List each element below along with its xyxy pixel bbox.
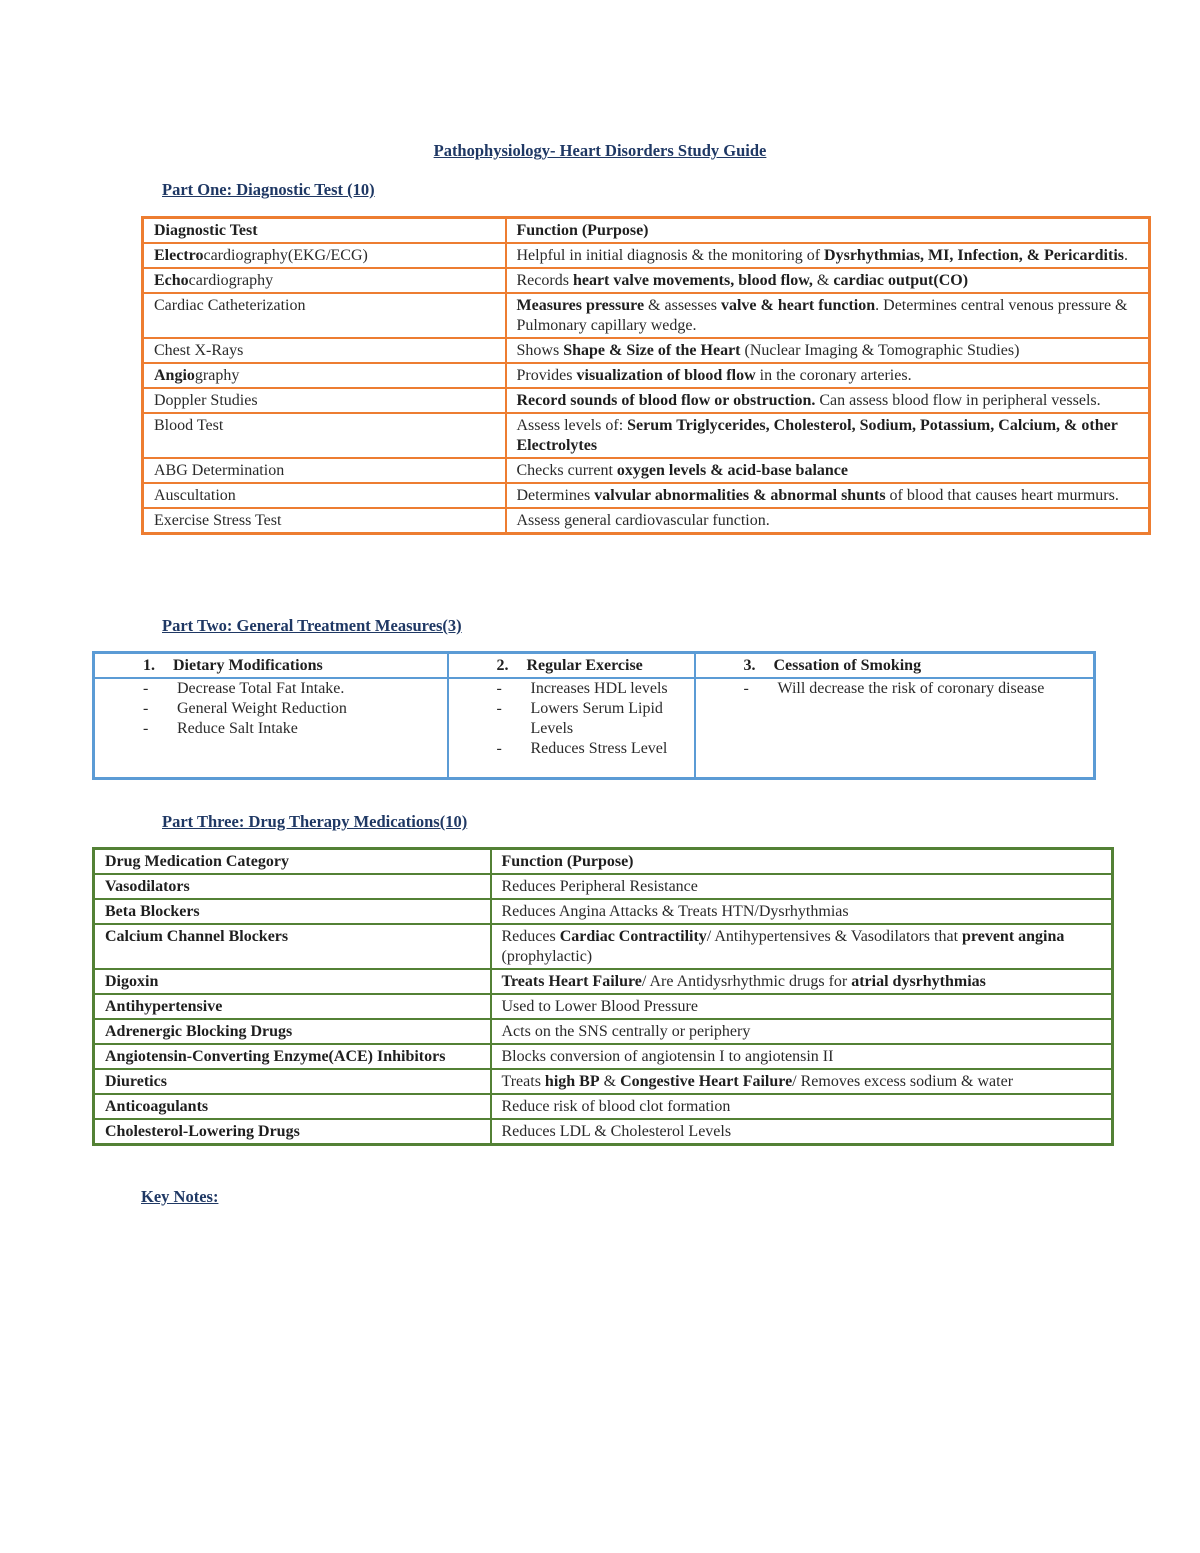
text: Assess levels of: xyxy=(516,417,628,434)
bold-text: high BP xyxy=(544,1073,600,1090)
table-row xyxy=(94,1044,1113,1069)
table-row xyxy=(94,1119,1113,1145)
text: . xyxy=(1124,247,1128,264)
text: / Removes excess sodium & water xyxy=(792,1073,1014,1090)
bold-text: Shape & Size of the Heart xyxy=(563,342,741,359)
treatment-measures-table xyxy=(92,651,1096,780)
table-header-row xyxy=(94,653,1095,679)
text: / Antihypertensives & Vasodilators that xyxy=(706,928,963,945)
column-header-function: Function (Purpose) xyxy=(491,849,1113,875)
table-row xyxy=(143,508,1150,534)
text: Treats xyxy=(501,1073,545,1090)
diagnostic-test-cell xyxy=(143,293,506,338)
bold-text: Treats Heart Failure xyxy=(501,973,642,990)
table-row xyxy=(143,483,1150,508)
treatment-list xyxy=(459,679,684,777)
function-cell xyxy=(491,1019,1113,1044)
text: Used to Lower Blood Pressure xyxy=(501,998,698,1015)
list-item: - Decrease Total Fat Intake. xyxy=(143,680,345,697)
text: Assess general cardiovascular function. xyxy=(516,512,770,529)
table-row xyxy=(94,874,1113,899)
drug-category-cell: Calcium Channel Blockers xyxy=(94,924,491,969)
drug-category-cell: Beta Blockers xyxy=(94,899,491,924)
table-row xyxy=(143,268,1150,293)
bold-text: heart valve movements, blood flow, xyxy=(572,272,817,289)
diagnostic-test-cell xyxy=(143,388,506,413)
text: & xyxy=(816,272,834,289)
list-item: - Reduces Stress Level xyxy=(496,740,668,757)
table-header-row xyxy=(94,849,1113,875)
column-header-function: Function (Purpose) xyxy=(506,218,1150,244)
text: Reduces Angina Attacks & Treats HTN/Dysrhythmias xyxy=(501,903,849,920)
function-cell xyxy=(506,483,1150,508)
bold-text: visualization of blood flow xyxy=(576,367,756,384)
function-cell xyxy=(491,1094,1113,1119)
column-header-drug-category: Drug Medication Category xyxy=(94,849,491,875)
table-row xyxy=(94,924,1113,969)
drug-category-cell: Digoxin xyxy=(94,969,491,994)
bold-text: Echo xyxy=(154,272,189,289)
bold-text: Cardiac Contractility xyxy=(559,928,707,945)
text: Reduce risk of blood clot formation xyxy=(501,1098,731,1115)
treatment-items-cell xyxy=(448,678,695,779)
text: Checks current xyxy=(516,462,617,479)
function-cell xyxy=(506,508,1150,534)
table-row xyxy=(143,363,1150,388)
text: Reduces LDL & Cholesterol Levels xyxy=(501,1123,732,1140)
column-header-diagnostic-test: Diagnostic Test xyxy=(143,218,506,244)
text: Determines xyxy=(516,487,595,504)
diagnostic-test-cell xyxy=(143,413,506,458)
diagnostic-test-cell xyxy=(143,458,506,483)
treatment-items-row xyxy=(94,678,1095,779)
drug-category-cell: Adrenergic Blocking Drugs xyxy=(94,1019,491,1044)
text: Chest X-Rays xyxy=(154,342,244,359)
bold-text: valvular abnormalities & abnormal shunts xyxy=(594,487,886,504)
list-item: - Increases HDL levels xyxy=(496,680,668,697)
text: Records xyxy=(516,272,573,289)
text: cardiography xyxy=(188,272,274,289)
part-three-heading: Part Three: Drug Therapy Medications(10) xyxy=(162,812,468,831)
treatment-header-1: 1. Dietary Modifications xyxy=(94,653,448,679)
table-row xyxy=(143,388,1150,413)
part-two-heading: Part Two: General Treatment Measures(3) xyxy=(162,616,462,635)
table-row xyxy=(94,1094,1113,1119)
bold-text: prevent angina xyxy=(962,928,1065,945)
function-cell xyxy=(491,874,1113,899)
list-item: - Lowers Serum Lipid Levels xyxy=(496,700,663,737)
diagnostic-test-cell xyxy=(143,508,506,534)
text: (Nuclear Imaging & Tomographic Studies) xyxy=(740,342,1020,359)
text: (prophylactic) xyxy=(501,948,593,965)
text: cardiography(EKG/ECG) xyxy=(203,247,368,264)
function-cell xyxy=(506,458,1150,483)
text: ABG Determination xyxy=(154,462,285,479)
function-cell xyxy=(506,243,1150,268)
text: Blood Test xyxy=(154,417,224,434)
text: Cardiac Catheterization xyxy=(154,297,306,314)
text: Blocks conversion of angiotensin I to angiotensin II xyxy=(501,1048,834,1065)
diagnostic-test-cell xyxy=(143,243,506,268)
text: Shows xyxy=(516,342,564,359)
bold-text: Dysrhythmias, MI, Infection, & Pericarditis xyxy=(824,247,1124,264)
drug-category-cell: Angiotensin-Converting Enzyme(ACE) Inhibitors xyxy=(94,1044,491,1069)
text: graphy xyxy=(194,367,240,384)
text: & xyxy=(599,1073,621,1090)
text: Exercise Stress Test xyxy=(154,512,282,529)
function-cell xyxy=(506,268,1150,293)
key-notes-heading: Key Notes: xyxy=(141,1187,219,1206)
diagnostic-test-cell xyxy=(143,483,506,508)
function-cell xyxy=(491,994,1113,1019)
function-cell xyxy=(491,924,1113,969)
table-row xyxy=(143,413,1150,458)
list-item: - Will decrease the risk of coronary disease xyxy=(743,680,1045,697)
text: Doppler Studies xyxy=(154,392,258,409)
table-row xyxy=(94,1069,1113,1094)
text: Can assess blood flow in peripheral vessels. xyxy=(815,392,1101,409)
text: in the coronary arteries. xyxy=(755,367,912,384)
table-row xyxy=(143,293,1150,338)
bold-text: Congestive Heart Failure xyxy=(620,1073,793,1090)
table-row xyxy=(94,1019,1113,1044)
function-cell xyxy=(491,969,1113,994)
table-row xyxy=(143,338,1150,363)
treatment-list xyxy=(105,679,437,757)
bold-text: valve & heart function xyxy=(720,297,876,314)
table-row xyxy=(143,243,1150,268)
function-cell xyxy=(491,899,1113,924)
bold-text: Electro xyxy=(154,247,204,264)
function-cell xyxy=(506,413,1150,458)
text: & assesses xyxy=(644,297,721,314)
treatment-list xyxy=(706,679,1084,717)
bold-text: Record sounds of blood flow or obstruction. xyxy=(516,392,816,409)
diagnostic-test-cell xyxy=(143,363,506,388)
drug-therapy-table xyxy=(92,847,1114,1146)
diagnostic-test-table xyxy=(141,216,1151,535)
part-one-heading: Part One: Diagnostic Test (10) xyxy=(162,180,375,199)
list-item: - Reduce Salt Intake xyxy=(143,720,298,737)
treatment-items-cell xyxy=(695,678,1095,779)
drug-category-cell: Anticoagulants xyxy=(94,1094,491,1119)
list-item: - General Weight Reduction xyxy=(143,700,347,717)
diagnostic-test-cell xyxy=(143,268,506,293)
text: Helpful in initial diagnosis & the monitoring of xyxy=(516,247,825,264)
treatment-items-cell xyxy=(94,678,448,779)
table-header-row xyxy=(143,218,1150,244)
drug-category-cell: Cholesterol-Lowering Drugs xyxy=(94,1119,491,1145)
bold-text: Serum Triglycerides, Cholesterol, Sodium, Potassium, Calcium, & other Electrolytes xyxy=(516,417,1118,454)
diagnostic-test-cell xyxy=(143,338,506,363)
function-cell xyxy=(506,293,1150,338)
text: Acts on the SNS centrally or periphery xyxy=(501,1023,751,1040)
table-row xyxy=(94,899,1113,924)
function-cell xyxy=(506,388,1150,413)
bold-text: Measures pressure xyxy=(516,297,645,314)
function-cell xyxy=(506,363,1150,388)
bold-text: atrial dysrhythmias xyxy=(851,973,986,990)
text: Reduces Peripheral Resistance xyxy=(501,878,698,895)
bold-text: oxygen levels & acid-base balance xyxy=(616,462,848,479)
drug-category-cell: Diuretics xyxy=(94,1069,491,1094)
function-cell xyxy=(491,1044,1113,1069)
text: Auscultation xyxy=(154,487,236,504)
text: of blood that causes heart murmurs. xyxy=(885,487,1119,504)
function-cell xyxy=(491,1119,1113,1145)
table-row xyxy=(94,969,1113,994)
bold-text: Angio xyxy=(154,367,195,384)
table-row xyxy=(94,994,1113,1019)
text: . Determines central venous pressure & Pulmonary capillary wedge. xyxy=(516,297,1128,334)
text: Provides xyxy=(516,367,577,384)
function-cell xyxy=(491,1069,1113,1094)
drug-category-cell: Vasodilators xyxy=(94,874,491,899)
treatment-header-3: 3. Cessation of Smoking xyxy=(695,653,1095,679)
document-title: Pathophysiology- Heart Disorders Study Guide xyxy=(433,141,767,160)
table-row xyxy=(143,458,1150,483)
drug-category-cell: Antihypertensive xyxy=(94,994,491,1019)
function-cell xyxy=(506,338,1150,363)
text: / Are Antidysrhythmic drugs for xyxy=(641,973,852,990)
text: Reduces xyxy=(501,928,560,945)
bold-text: cardiac output(CO) xyxy=(833,272,969,289)
treatment-header-2: 2. Regular Exercise xyxy=(448,653,695,679)
